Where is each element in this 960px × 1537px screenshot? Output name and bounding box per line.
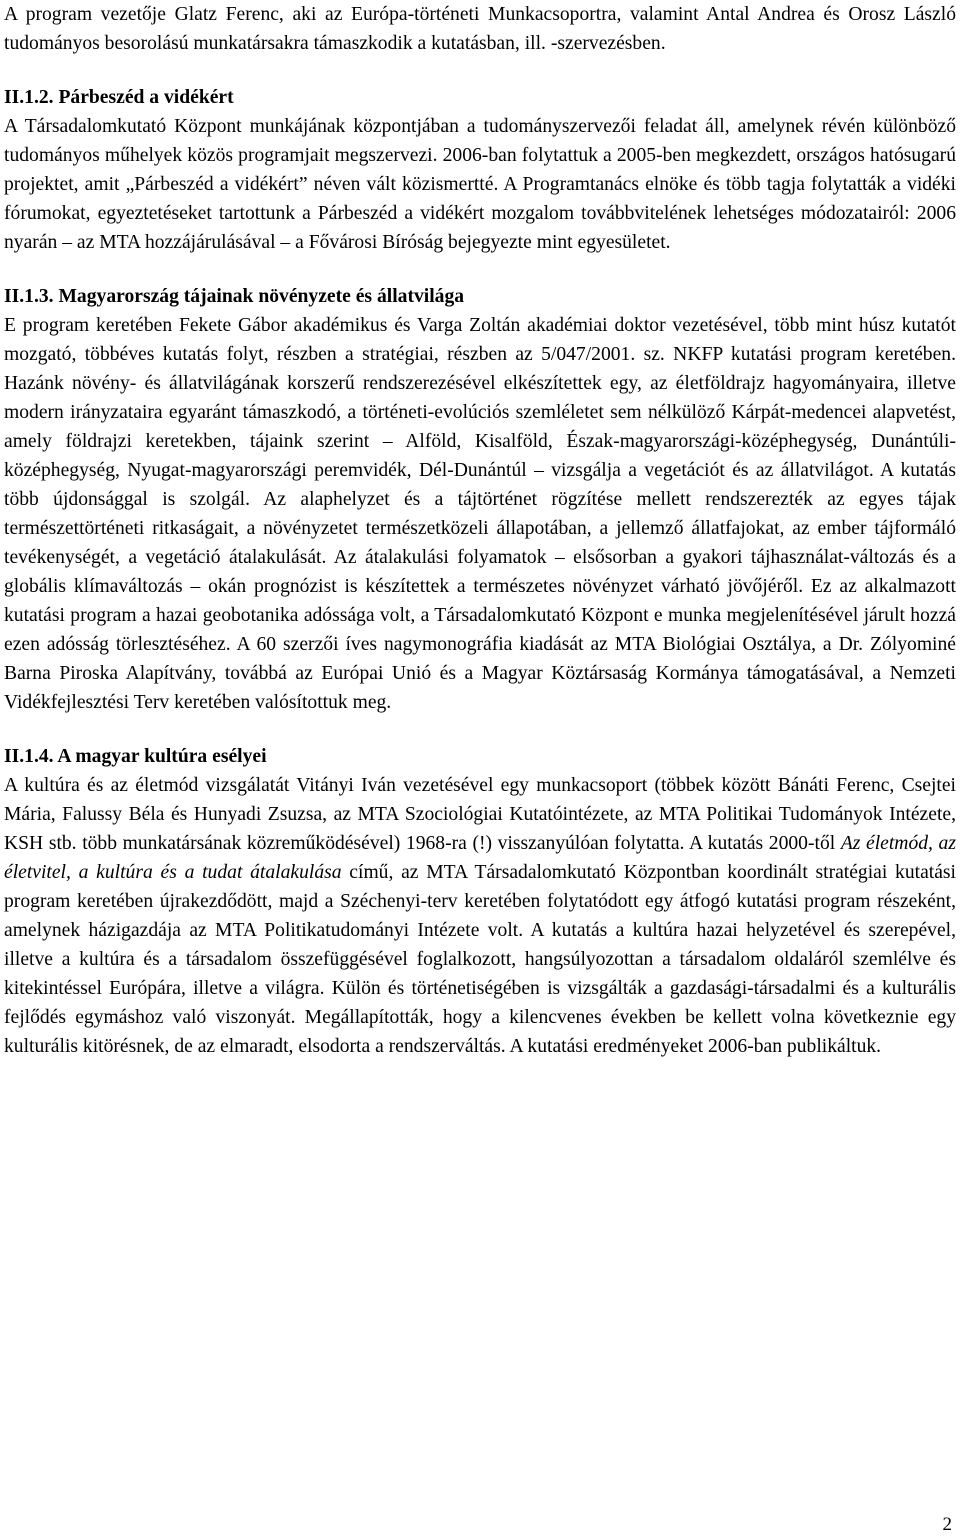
section-body	[4, 742, 956, 1061]
document-page	[4, 0, 956, 1061]
section-body	[4, 83, 956, 257]
section-heading: II.1.2. Párbeszéd a vidékért	[4, 87, 234, 108]
section-text: A kultúra és az életmód vizsgálatát Vitányi Iván vezetésével egy munkacsoport (többek között Bánáti Ferenc, Csejtei Mária, Falussy Béla és Hunyadi Zsuzsa, az MTA Szociológiai Kutatóintézete, az MTA Politikai Tudományok Intézete, KSH stb. több munkatársának közreműködésével) 1968-ra (!) visszanyúlóan folytatta. A kutatás 2000-től	[4, 775, 956, 854]
section-text: E program keretében Fekete Gábor akadémikus és Varga Zoltán akadémiai doktor vezetésével, több mint húsz kutatót mozgató, többéves kutatás folyt, részben a stratégiai, részben az 5/047/2001. sz. NKFP kutatási program keretében. Hazánk növény- és állatvilágának korszerű rendszerezésével elkészítettek egy, az életföldrajz hagyományaira, illetve modern irányzataira egyaránt támaszkodó, a történeti-evolúciós szemléletet sem nélkülöző Kárpát-medencei alapvetést, amely földrajzi keretekben, tájaink szerint – Alföld, Kisalföld, Észak-magyarországi-középhegység, Dunántúli-középhegység, Nyugat-magyarországi peremvidék, Dél-Dunántúl – vizsgálja a vegetációt és az állatvilágot. A kutatás több újdonsággal is szolgál. Az alaphelyzet és a tájtörténet rögzítése mellett rendszerezték az egyes tájak természettörténeti ritkaságait, a növényzetet természetközeli állapotában, a jellemző állatfajokat, az ember tájformáló tevékenységét, a vegetáció átalakulását. Az átalakulási folyamatok – elsősorban a gyakori tájhasználat-változás és a globális klímaváltozás – okán prognózist is készítettek a természetes növényzet várható jövőjéről. Ez az alkalmazott kutatási program a hazai geobotanika adóssága volt, a Társadalomkutató Központ e munka megjelenítésével járult hozzá ezen adósság törlesztéséhez. A 60 szerzői íves nagymonográfia kiadását az MTA Biológiai Osztálya, a Dr. Zólyominé Barna Piroska Alapítvány, továbbá az Európai Unió és a Magyar Köztársaság Kormánya támogatásával, a Nemzeti Vidékfejlesztési Terv keretében valósítottuk meg.	[4, 315, 956, 713]
paragraph-gap	[4, 58, 956, 83]
section-body	[4, 282, 956, 717]
section-parbeszed-a-videkert	[4, 83, 956, 257]
page-number: 2	[942, 1514, 952, 1535]
research-title-italic: Az életmód, az életvitel, a kultúra és a tudat átalakulása	[4, 833, 956, 883]
paragraph-gap	[4, 257, 956, 282]
section-heading: II.1.4. A magyar kultúra esélyei	[4, 746, 267, 767]
section-text-continued: című, az MTA Társadalomkutató Központban koordinált stratégiai kutatási program keretében újrakezdődött, majd a Széchenyi-terv keretében folytatódott egy átfogó kutatási program részeként, amelynek házigazdája az MTA Politikatudományi Intézete volt. A kutatás a kultúra hazai helyzetével és szerepével, illetve a kultúra és a társadalom összefüggésével foglalkozott, hangsúlyozottan a társadalom oldaláról szemlélve és kitekintéssel Európára, illetve a világra. Külön és történetiségében is vizsgálták a gazdasági-társadalmi és a kulturális fejlődés egymáshoz való viszonyát. Megállapították, hogy a kilencvenes években be kellett volna következnie egy kulturális kitörésnek, de az elmaradt, elsodorta a rendszerváltás. A kutatási eredményeket 2006-ban publikáltuk.	[4, 862, 956, 1057]
section-novenyzet-es-allatvilag	[4, 282, 956, 717]
section-text: A Társadalomkutató Központ munkájának központjában a tudományszervezői feladat áll, amelynek révén különböző tudományos műhelyek közös programjait megszervezi. 2006-ban folytattuk a 2005-ben megkezdett, országos hatósugarú projektet, amit „Párbeszéd a vidékért” néven vált közismertté. A Programtanács elnöke és több tagja folytatták a vidéki fórumokat, egyeztetéseket tartottunk a Párbeszéd a vidékért mozgalom továbbvitelének lehetséges módozatairól: 2006 nyarán – az MTA hozzájárulásával – a Fővárosi Bíróság bejegyezte mint egyesületet.	[4, 116, 956, 253]
section-magyar-kultura-eselyei	[4, 742, 956, 1061]
section-heading: II.1.3. Magyarország tájainak növényzete és állatvilága	[4, 286, 465, 307]
intro-paragraph: A program vezetője Glatz Ferenc, aki az Európa-történeti Munkacsoportra, valamint Antal Andrea és Orosz László tudományos besorolású munkatársakra támaszkodik a kutatásban, ill. -szervezésben.	[4, 4, 956, 54]
paragraph-gap	[4, 717, 956, 742]
